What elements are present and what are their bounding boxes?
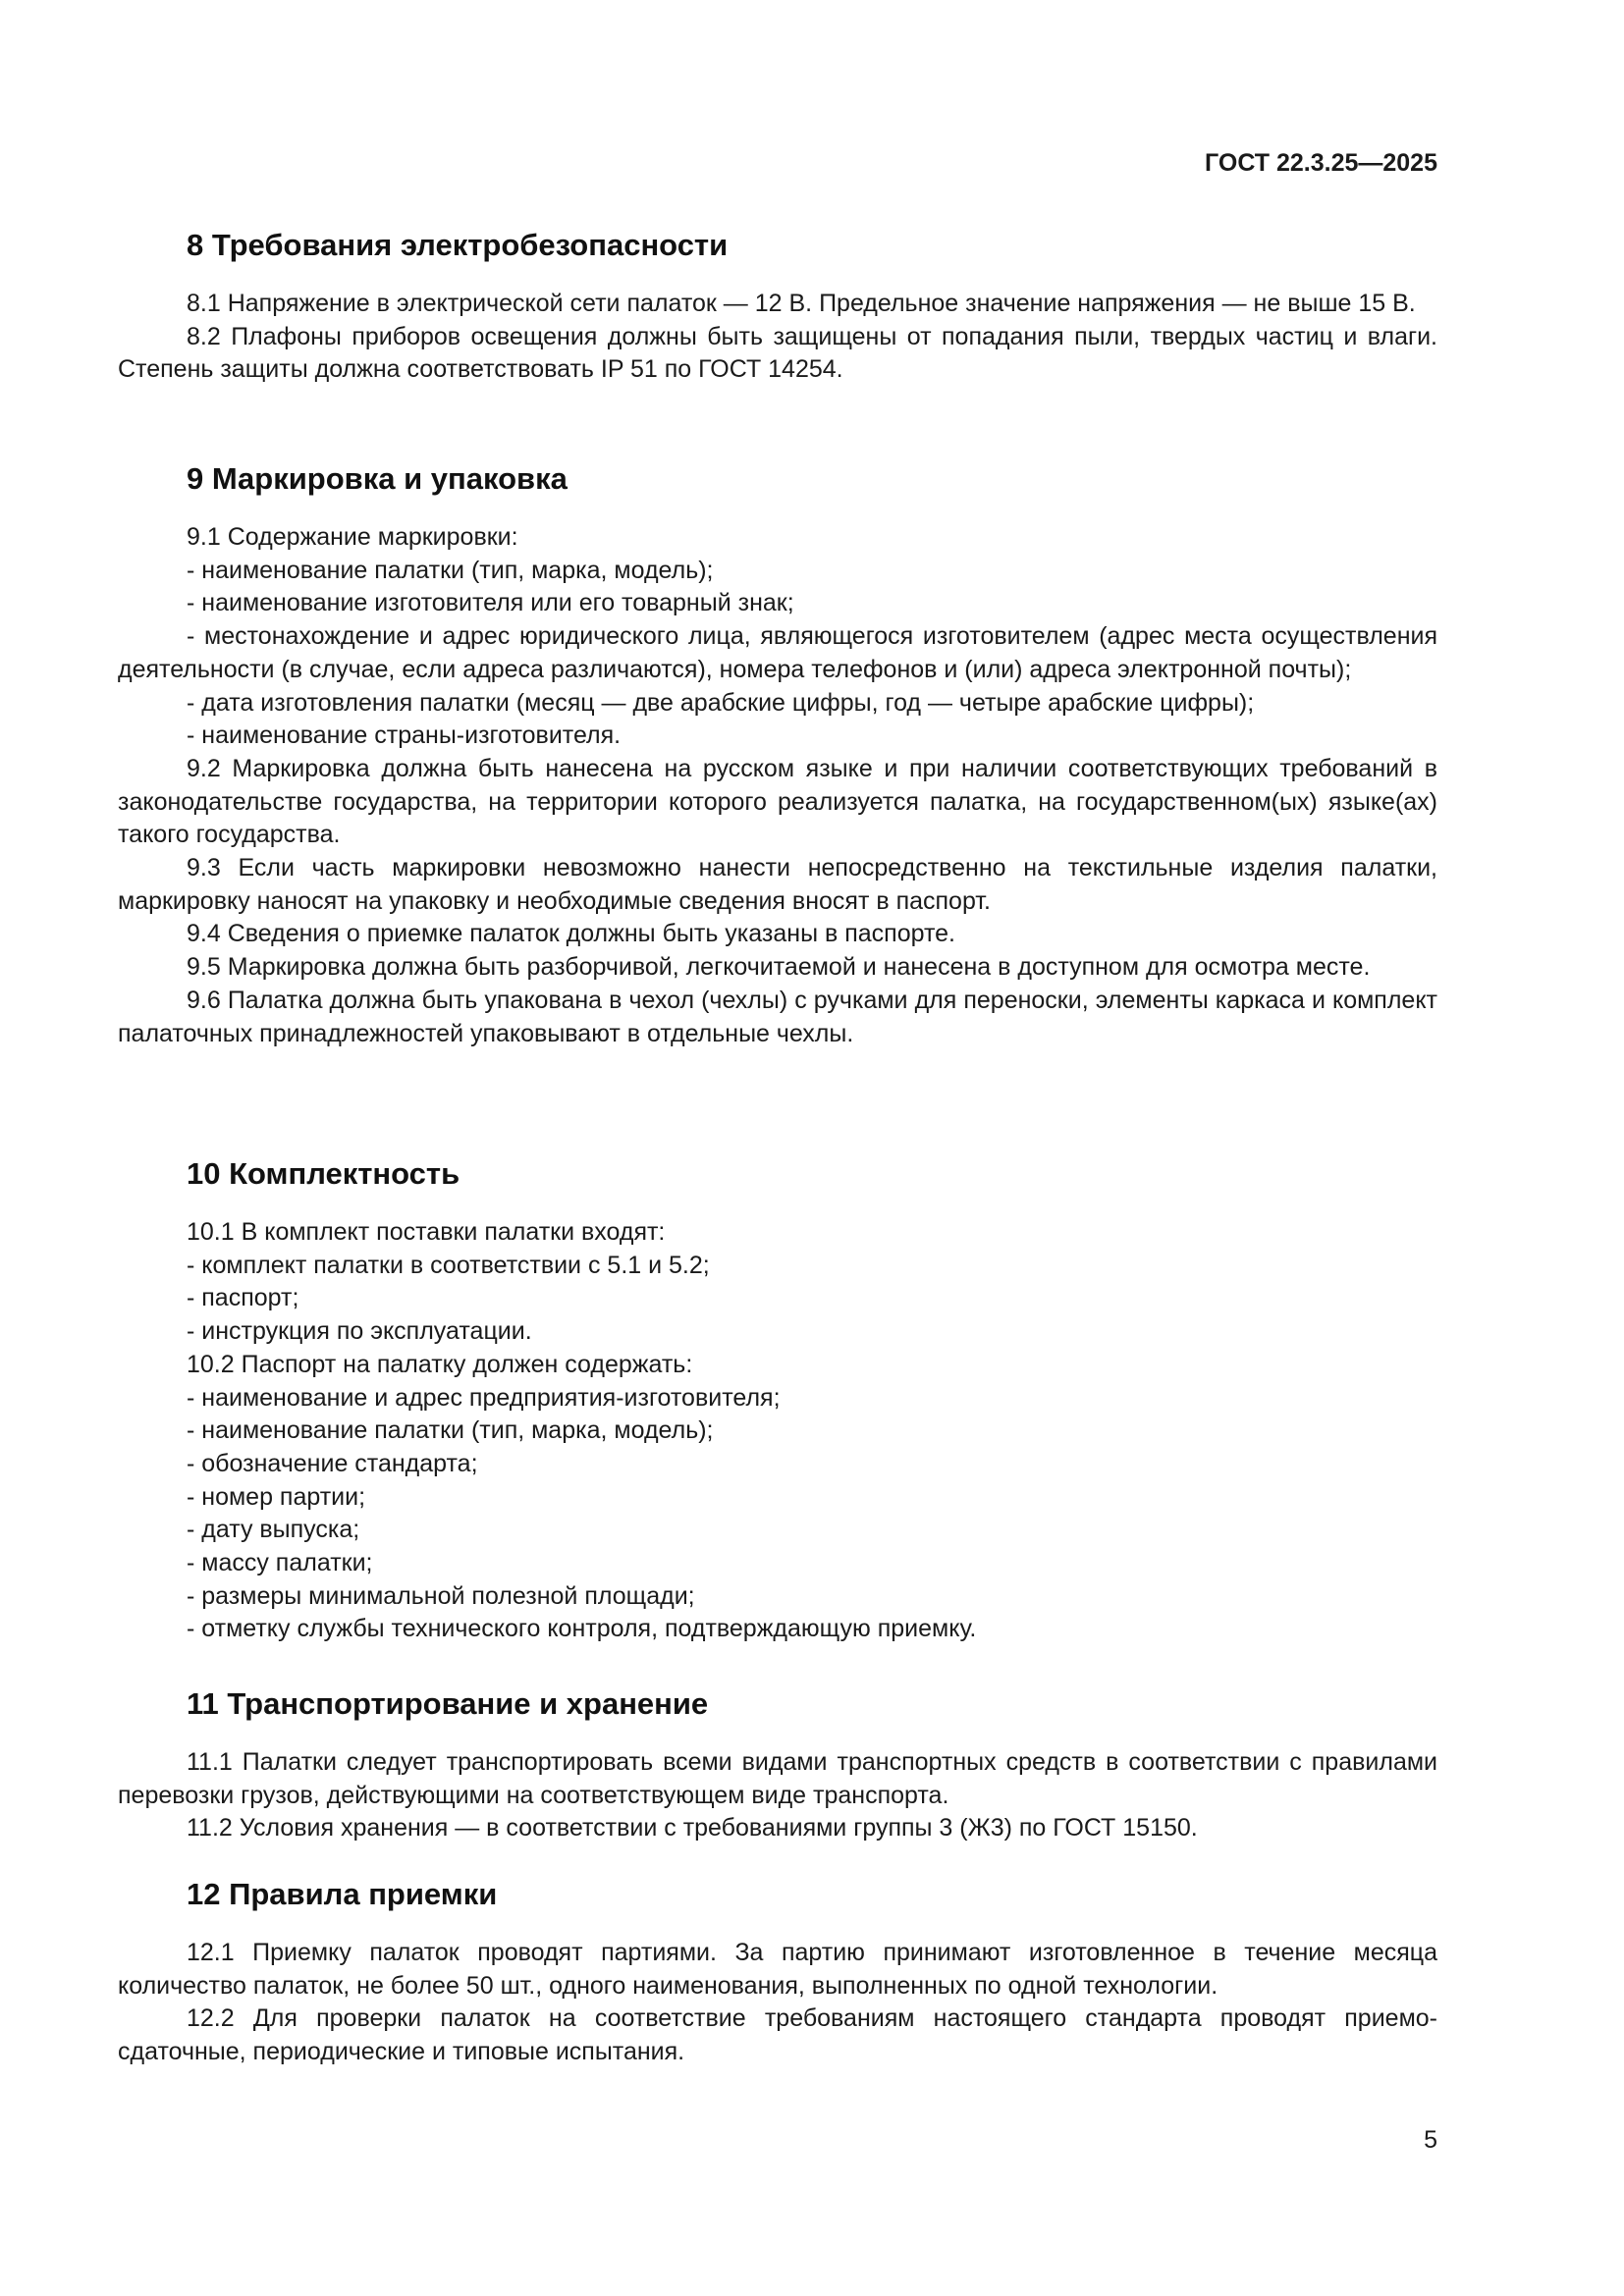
section-heading: 12 Правила приемки — [187, 1877, 498, 1911]
list-item: - номер партии; — [187, 1482, 366, 1511]
list-item: - наименование палатки (тип, марка, модель); — [187, 1416, 714, 1445]
section-heading: 8 Требования электробезопасности — [187, 228, 729, 262]
list-item: - наименование изготовителя или его товарный знак; — [187, 589, 794, 617]
paragraph: 9.3 Если часть маркировки невозможно нанести непосредственно на текстильные изделия палатки, маркировку наносят на упаковку и необходимые сведения вносят в паспорт. — [118, 854, 1437, 915]
paragraph: 8.2 Плафоны приборов освещения должны быть защищены от попадания пыли, твердых частиц и влаги. Степень защиты должна соответствовать IP 51 по ГОСТ 14254. — [118, 322, 1437, 384]
paragraph: 8.1 Напряжение в электрической сети палаток — 12 В. Предельное значение напряжения — не выше 15 В. — [187, 290, 1416, 317]
paragraph: 10.1 В комплект поставки палатки входят: — [187, 1218, 666, 1246]
paragraph: 10.2 Паспорт на палатку должен содержать: — [187, 1350, 693, 1378]
paragraph: 12.1 Приемку палаток проводят партиями. За партию принимают изготовленное в течение месяца количество палаток, не более 50 шт., одного наименования, выполненных по одной технологии. — [118, 1939, 1437, 2000]
list-item: - местонахождение и адрес юридического лица, являющегося изготовителем (адрес места осуществления деятельности (в случае, если адреса различаются), номера телефонов и (или) адреса электронной почты); — [118, 622, 1437, 683]
list-item: - наименование палатки (тип, марка, модель); — [187, 556, 714, 584]
paragraph: 11.1 Палатки следует транспортировать всеми видами транспортных средств в соответствии с правилами перевозки грузов, действующими на соответствующем виде транспорта. — [118, 1748, 1437, 1809]
section-heading: 9 Маркировка и упаковка — [187, 461, 568, 496]
paragraph: 9.5 Маркировка должна быть разборчивой, легкочитаемой и нанесена в доступном для осмотра месте. — [187, 953, 1371, 982]
list-item: - обозначение стандарта; — [187, 1449, 478, 1477]
paragraph: 12.2 Для проверки палаток на соответствие требованиям настоящего стандарта проводят приемо-сдаточные, периодические и типовые испытания. — [118, 2004, 1437, 2066]
list-item: - комплект палатки в соответствии с 5.1 и 5.2; — [187, 1251, 710, 1279]
list-item: - паспорт; — [187, 1284, 299, 1312]
list-item: - наименование страны-изготовителя. — [187, 721, 622, 750]
section-9 — [118, 462, 1437, 1050]
list-item: - дату выпуска; — [187, 1516, 360, 1544]
list-item: - наименование и адрес предприятия-изготовителя; — [187, 1383, 781, 1412]
page-number: 5 — [1424, 2126, 1437, 2154]
paragraph: 11.2 Условия хранения — в соответствии с требованиями группы 3 (Ж3) по ГОСТ 15150. — [187, 1814, 1198, 1842]
document-code: ГОСТ 22.3.25—2025 — [1205, 149, 1437, 177]
section-heading: 10 Комплектность — [187, 1156, 460, 1191]
paragraph: 9.2 Маркировка должна быть нанесена на русском языке и при наличии соответствующих требований в законодательстве государства, на территории которого реализуется палатка, на государственном(ых) языке(ах) такого государства. — [118, 754, 1437, 849]
paragraph: 9.4 Сведения о приемке палаток должны быть указаны в паспорте. — [187, 920, 955, 948]
paragraph: 9.1 Содержание маркировки: — [187, 523, 518, 551]
section-8 — [118, 229, 1437, 387]
section-11 — [118, 1687, 1437, 1845]
list-item: - массу палатки; — [187, 1549, 373, 1577]
paragraph: 9.6 Палатка должна быть упакована в чехол (чехлы) с ручками для переноски, элементы каркаса и комплект палаточных принадлежностей упаковывают в отдельные чехлы. — [118, 986, 1437, 1047]
section-heading: 11 Транспортирование и хранение — [187, 1686, 709, 1721]
list-item: - отметку службы технического контроля, подтверждающую приемку. — [187, 1615, 977, 1643]
section-10 — [118, 1157, 1437, 1646]
list-item: - размеры минимальной полезной площади; — [187, 1581, 695, 1610]
list-item: - дата изготовления палатки (месяц — две арабские цифры, год — четыре арабские цифры); — [187, 688, 1255, 717]
list-item: - инструкция по эксплуатации. — [187, 1317, 532, 1346]
section-12 — [118, 1878, 1437, 2069]
